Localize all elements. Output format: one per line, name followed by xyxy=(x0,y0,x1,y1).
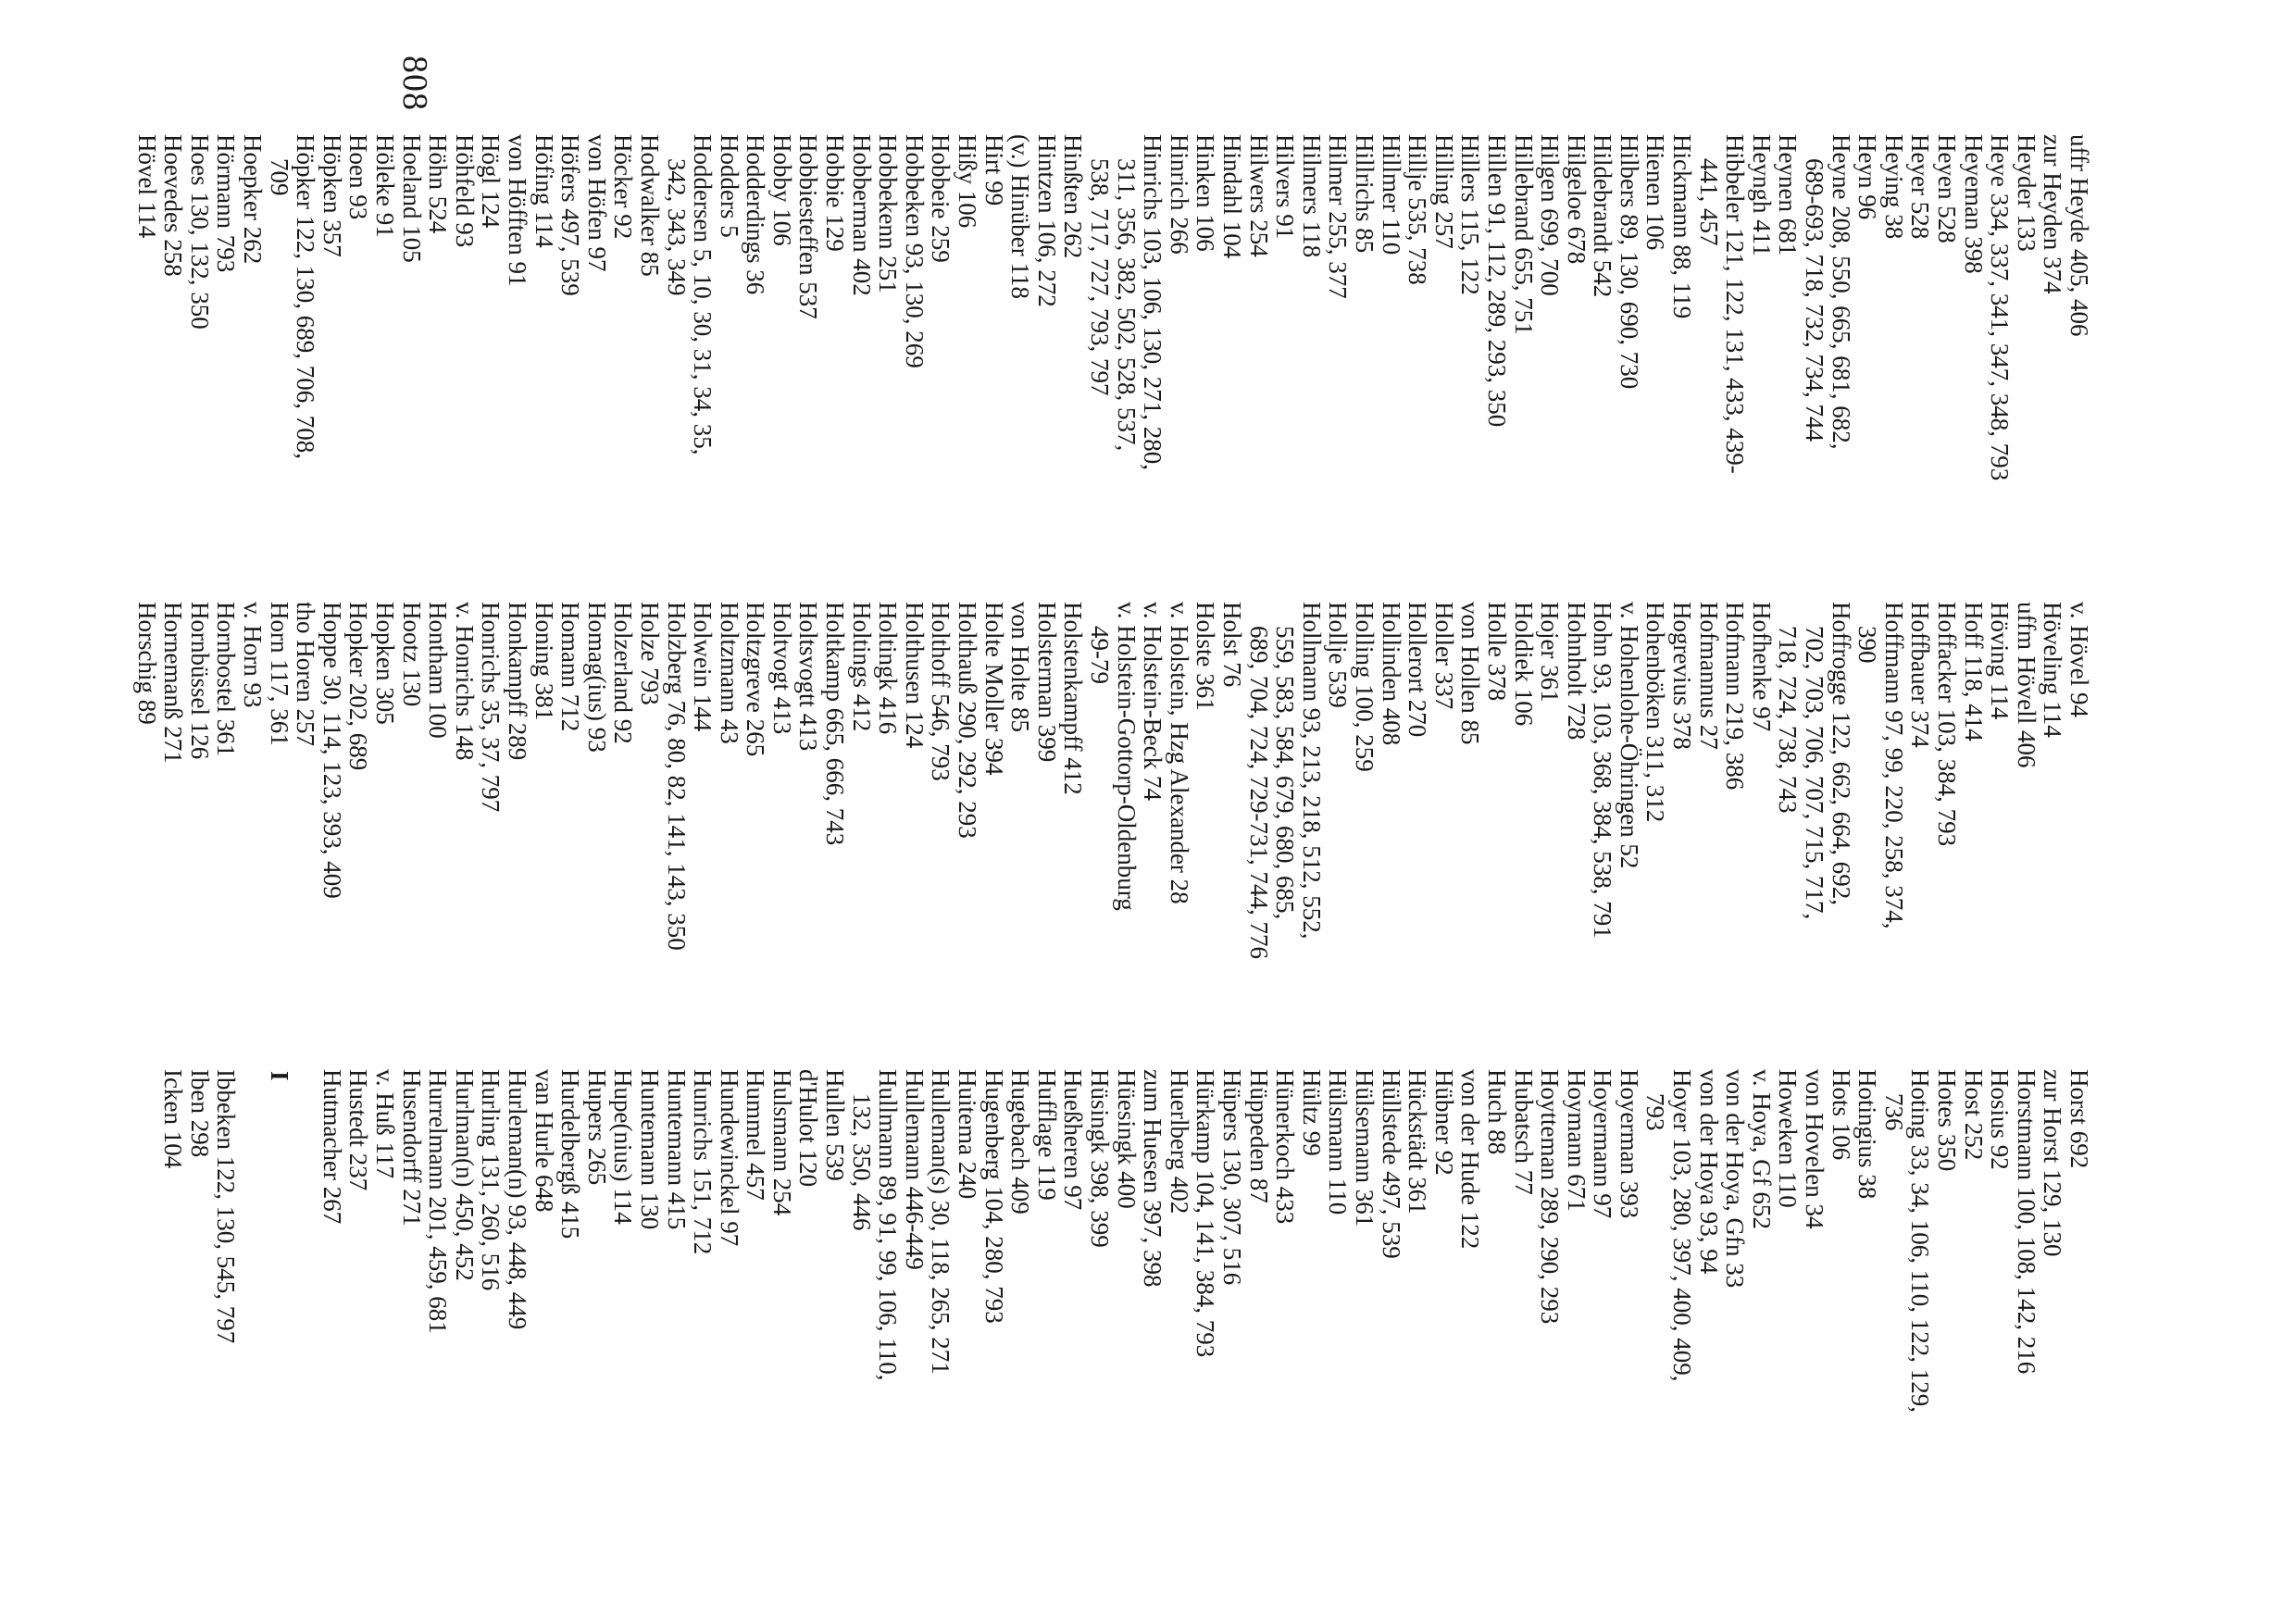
index-entry: Hilmers 118 xyxy=(1297,134,1326,258)
index-entry: Hillebrand 655, 751 xyxy=(1509,134,1538,335)
index-entry: Honkampff 289 xyxy=(503,602,531,761)
index-entry: Hurlman(n) 450, 452 xyxy=(450,1069,479,1281)
index-entry: Hollje 539 xyxy=(1324,602,1353,708)
index-entry: Hilling 257 xyxy=(1429,134,1458,249)
index-entry: von Holte 85 xyxy=(1006,602,1035,732)
index-entry: Ibbeken 122, 130, 545, 797 xyxy=(212,1069,241,1344)
index-entry: Heying 38 xyxy=(1879,134,1908,240)
index-entry-continuation: 718, 724, 738, 743 xyxy=(1774,626,1803,814)
index-entry: von der Hude 122 xyxy=(1456,1069,1485,1250)
index-entry: Höleke 91 xyxy=(371,134,399,238)
index-entry: Hurrelmann 201, 459, 681 xyxy=(424,1069,453,1334)
index-entry: Hulleman(s) 30, 118, 265, 271 xyxy=(927,1069,955,1375)
index-entry: Hofmann 219, 386 xyxy=(1721,602,1750,791)
index-entry: Hurdelbergß 415 xyxy=(556,1069,585,1240)
index-entry: Hodwalker 85 xyxy=(635,134,664,277)
index-entry: Hohenböken 311, 312 xyxy=(1641,602,1670,823)
index-entry: Hillers 115, 122 xyxy=(1456,134,1485,295)
index-entry: Hüesingk 400 xyxy=(1112,1069,1141,1209)
index-entry: Hillrichs 85 xyxy=(1350,134,1379,254)
index-entry: Hollerort 270 xyxy=(1404,602,1432,738)
index-entry: Hodderdings 36 xyxy=(742,134,770,295)
index-entry: Holzberg 76, 80, 82, 141, 143, 350 xyxy=(662,602,691,951)
index-entry: Hootz 130 xyxy=(397,602,426,707)
index-entry: Hornbostel 361 xyxy=(212,602,241,757)
index-entry: Hoffbauer 374 xyxy=(1906,602,1935,748)
index-entry: Holtvogt 413 xyxy=(767,602,796,735)
index-entry: Hosius 92 xyxy=(1986,1069,2015,1170)
index-entry: Hullen 539 xyxy=(821,1069,850,1181)
index-entry: zur Heyden 374 xyxy=(2039,134,2067,294)
index-entry: Hoeland 105 xyxy=(397,134,426,263)
index-entry-continuation: 132, 350, 446 xyxy=(847,1093,876,1231)
index-entry: uffm Hövell 406 xyxy=(2012,602,2040,768)
index-entry: Heyne 208, 550, 665, 681, 682, xyxy=(1827,134,1855,450)
index-entry: von der Hoya, Gfn 33 xyxy=(1721,1069,1750,1289)
index-entry: Hunrichs 151, 712 xyxy=(689,1069,718,1255)
index-entry: v. Horn 93 xyxy=(239,602,268,708)
index-entry: Höving 114 xyxy=(1986,602,2015,720)
index-entry: Hoyer 103, 280, 397, 400, 409, xyxy=(1668,1069,1697,1382)
index-entry: Hibbeler 121, 122, 131, 433, 439- xyxy=(1721,134,1750,474)
index-entry: Hilmer 255, 377 xyxy=(1324,134,1353,299)
index-entry: Hübner 92 xyxy=(1429,1069,1458,1176)
index-entry: Hullemann 446-449 xyxy=(900,1069,929,1270)
index-entry: Holthauß 290, 292, 293 xyxy=(954,602,982,839)
index-entry: Homag(ius) 93 xyxy=(582,602,611,753)
index-entry: Honing 381 xyxy=(530,602,558,721)
index-entry-continuation: 441, 457 xyxy=(1694,158,1723,246)
index-entry: Hodders 5 xyxy=(715,134,743,238)
index-entry: Iben 298 xyxy=(185,1069,214,1158)
index-entry: Hoting 33, 34, 106, 110, 122, 129, xyxy=(1906,1069,1935,1413)
index-entry: v. Holstein-Gottorp-Oldenburg xyxy=(1112,602,1141,911)
index-entry: Hollmann 93, 213, 218, 512, 552, xyxy=(1297,602,1326,940)
index-entry: Host 252 xyxy=(1959,1069,1988,1161)
index-entry: Holler 337 xyxy=(1429,602,1458,710)
index-entry: Högl 124 xyxy=(477,134,505,229)
index-entry-continuation: 793 xyxy=(1641,1093,1670,1131)
index-entry: Holle 378 xyxy=(1482,602,1511,702)
index-entry: zum Huesen 397, 398 xyxy=(1139,1069,1167,1288)
index-entry: Hulsmann 254 xyxy=(767,1069,796,1216)
index-entry: Hoymann 671 xyxy=(1562,1069,1591,1212)
index-entry: Hinken 106 xyxy=(1192,134,1220,252)
index-entry: Holtings 412 xyxy=(847,602,876,732)
index-entry: Hobbiesteffen 537 xyxy=(794,134,823,319)
index-entry: Holzerland 92 xyxy=(609,602,638,744)
index-entry: Hilgeloe 678 xyxy=(1562,134,1591,265)
index-entry: Heyeman 398 xyxy=(1959,134,1988,274)
index-entry: Holtkamp 665, 666, 743 xyxy=(821,602,850,846)
index-entry: Heyn 96 xyxy=(1853,134,1882,220)
index-entry: Holtzgreve 265 xyxy=(742,602,770,757)
index-entry: von Hovelen 34 xyxy=(1801,1069,1829,1229)
index-entry: Hoyerman 393 xyxy=(1615,1069,1643,1219)
index-entry: Hülsemann 361 xyxy=(1350,1069,1379,1227)
index-entry: Horn 117, 361 xyxy=(265,602,293,746)
index-entry: Holst 76 xyxy=(1218,602,1246,688)
index-entry: d'Hulot 120 xyxy=(794,1069,823,1188)
index-entry: Höfing 114 xyxy=(530,134,558,248)
index-entry: Hohnholt 728 xyxy=(1562,602,1591,741)
index-entry: Huch 88 xyxy=(1482,1069,1511,1155)
index-entry: Hontham 100 xyxy=(424,602,453,739)
index-column-3 xyxy=(160,1069,2092,1504)
index-entry: Horstmann 100, 108, 142, 216 xyxy=(2012,1069,2040,1375)
index-entry: v. Honrichs 148 xyxy=(450,602,479,761)
index-entry: Homann 712 xyxy=(556,602,585,732)
index-entry: Hofmannus 27 xyxy=(1694,602,1723,750)
index-entry: Horschig 89 xyxy=(132,602,161,725)
index-entry: Hobbeken 93, 130, 269 xyxy=(900,134,929,368)
index-entry: Hobbeie 259 xyxy=(927,134,955,263)
index-page-rotated xyxy=(132,56,2093,1453)
index-entry: Hurleman(n) 93, 448, 449 xyxy=(503,1069,531,1330)
index-entry: Hörmann 793 xyxy=(212,134,241,273)
index-entry: Höveling 114 xyxy=(2039,602,2067,738)
index-entry: Hollinden 408 xyxy=(1377,602,1405,746)
index-entry: Holdiek 106 xyxy=(1509,602,1538,727)
index-entry: Höfers 497, 539 xyxy=(556,134,585,296)
index-entry: Hueßheren 97 xyxy=(1059,1069,1088,1211)
index-entry: tho Horen 257 xyxy=(292,602,320,746)
index-entry: Holtsvogtt 413 xyxy=(794,602,823,752)
index-entry: Hugebach 409 xyxy=(1006,1069,1035,1215)
index-entry: Hüpers 130, 307, 516 xyxy=(1218,1069,1246,1286)
index-entry: Howeken 110 xyxy=(1774,1069,1803,1208)
index-entry: Hoffmann 97, 99, 220, 258, 374, xyxy=(1879,602,1908,929)
index-entry: Hilgen 699, 700 xyxy=(1536,134,1565,296)
index-entry: Huntemann 130 xyxy=(635,1069,664,1230)
index-entry: Heynen 681 xyxy=(1774,134,1803,256)
index-entry: Hückstädt 361 xyxy=(1404,1069,1432,1215)
index-entry: Hotingius 38 xyxy=(1853,1069,1882,1200)
index-entry: v. Holstein, Hzg Alexander 28 xyxy=(1165,602,1193,904)
index-entry: Hullmann 89, 91, 99, 106, 110, xyxy=(874,1069,903,1381)
index-entry: Hogrevius 378 xyxy=(1668,602,1697,750)
index-entry: Holthoff 546, 793 xyxy=(927,602,955,781)
index-entry-continuation: 311, 356, 382, 502, 528, 537, xyxy=(1112,158,1141,452)
index-entry: Hoepker 262 xyxy=(239,134,268,265)
index-entry: Hobbie 129 xyxy=(821,134,850,252)
index-entry: Holtzmann 43 xyxy=(715,602,743,744)
index-entry: Honrichs 35, 37, 797 xyxy=(477,602,505,813)
index-entry: Hornemanß 271 xyxy=(159,602,188,764)
index-entry: Heyder 133 xyxy=(2012,134,2040,252)
index-entry: Höpken 357 xyxy=(318,134,346,257)
index-entry: Hüllstede 497, 539 xyxy=(1377,1069,1405,1259)
index-entry: Hundewinckel 97 xyxy=(715,1069,743,1247)
index-entry: Hülsmann 110 xyxy=(1324,1069,1353,1215)
index-entry: Hupe(nius) 114 xyxy=(609,1069,638,1225)
index-entry: Hünerkoch 433 xyxy=(1271,1069,1300,1225)
index-entry: Hinrichs 103, 106, 130, 271, 280, xyxy=(1139,134,1167,470)
section-letter: I xyxy=(265,1071,293,1081)
index-entry-continuation: 689-693, 718, 732, 734, 744 xyxy=(1801,158,1829,442)
index-column-2 xyxy=(133,602,2092,1037)
index-entry: v. Holstein-Beck 74 xyxy=(1139,602,1167,801)
index-entry: Hildebrandt 542 xyxy=(1589,134,1617,298)
index-entry: von Höfen 97 xyxy=(582,134,611,272)
index-entry: Hobberman 402 xyxy=(847,134,876,296)
index-entry: Holtingk 416 xyxy=(874,602,903,735)
index-entry: Hotes 350 xyxy=(1933,1069,1962,1172)
index-entry: Hojer 361 xyxy=(1536,602,1565,703)
index-entry: Hilbers 89, 130, 690, 730 xyxy=(1615,134,1643,390)
index-entry: Hißy 106 xyxy=(954,134,982,229)
index-entry: Hüppeden 87 xyxy=(1244,1069,1273,1203)
index-entry: Hobbekenn 251 xyxy=(874,134,903,293)
index-entry: Hirt 99 xyxy=(980,134,1008,206)
index-entry: Hövel 114 xyxy=(132,134,161,239)
index-entry: Hoff 118, 414 xyxy=(1959,602,1988,741)
index-entry: Heye 334, 337, 341, 347, 348, 793 xyxy=(1986,134,2015,481)
index-entry-continuation: 49-79 xyxy=(1086,626,1115,684)
index-entry: Holthusen 124 xyxy=(900,602,929,749)
index-entry: Heyngh 411 xyxy=(1747,134,1776,256)
index-entry: Huitema 240 xyxy=(954,1069,982,1200)
index-entry: Holste 361 xyxy=(1192,602,1220,711)
index-entry: Heyer 528 xyxy=(1906,134,1935,240)
index-entry: Hürkamp 104, 141, 384, 793 xyxy=(1192,1069,1220,1358)
index-entry-continuation: 559, 583, 584, 679, 680, 685, xyxy=(1271,626,1300,920)
index-entry: Hutmacher 267 xyxy=(318,1069,346,1225)
index-entry: (v.) Hinüber 118 xyxy=(1006,134,1035,299)
page-number: 808 xyxy=(395,56,434,111)
index-entry-continuation: 390 xyxy=(1853,626,1882,664)
index-entry: Hoes 130, 132, 350 xyxy=(185,134,214,330)
index-entry: Hopker 202, 689 xyxy=(344,602,373,771)
index-entry: Holstenkampff 412 xyxy=(1059,602,1088,795)
index-entry: Husendorff 271 xyxy=(397,1069,426,1227)
index-entry: Hoddersen 5, 10, 30, 31, 34, 35, xyxy=(689,134,718,455)
index-entry: Höhn 524 xyxy=(424,134,453,234)
index-entry: Hintzen 106, 272 xyxy=(1032,134,1061,307)
index-entry: Hültz 99 xyxy=(1297,1069,1326,1156)
index-entry: Holte Moller 394 xyxy=(980,602,1008,776)
index-entry: Hoffrogge 122, 662, 664, 692, xyxy=(1827,602,1855,905)
index-entry: Hilwers 254 xyxy=(1244,134,1273,257)
index-entry: v. Huß 117 xyxy=(371,1069,399,1178)
index-entry: Holwein 144 xyxy=(689,602,718,732)
index-entry: von der Hoya 93, 94 xyxy=(1694,1069,1723,1275)
index-entry: v. Hoya, Gf 652 xyxy=(1747,1069,1776,1229)
index-entry: Hinrich 266 xyxy=(1165,134,1193,255)
index-entry: van Hurle 648 xyxy=(530,1069,558,1213)
index-entry: Holze 793 xyxy=(635,602,664,705)
index-entry: Hornbüssel 126 xyxy=(185,602,214,760)
index-entry: Hillje 535, 738 xyxy=(1404,134,1432,285)
index-entry-continuation: 736 xyxy=(1879,1093,1908,1131)
index-entry: Hupers 265 xyxy=(582,1069,611,1186)
index-entry: Hillen 91, 112, 289, 293, 350 xyxy=(1482,134,1511,428)
index-entry: Hinßten 262 xyxy=(1059,134,1088,259)
index-entry-continuation: 342, 343, 349 xyxy=(662,158,691,296)
index-entry: Hustedt 237 xyxy=(344,1069,373,1191)
index-column-1 xyxy=(133,134,2092,569)
index-entry: Höhfeld 93 xyxy=(450,134,479,248)
index-entry: Hopken 305 xyxy=(371,602,399,725)
index-entry: Hurling 131, 260, 516 xyxy=(477,1069,505,1291)
index-entry: Hubatsch 77 xyxy=(1509,1069,1538,1195)
index-entry-continuation: 702, 703, 706, 707, 715, 717, xyxy=(1801,626,1829,920)
index-entry: Hienen 106 xyxy=(1641,134,1670,251)
index-entry: Hindahl 104 xyxy=(1218,134,1246,259)
index-entry: von Hollen 85 xyxy=(1456,602,1485,745)
index-entry: Hohn 93, 103, 368, 384, 538, 791 xyxy=(1589,602,1617,939)
index-entry: Holling 100, 259 xyxy=(1350,602,1379,772)
index-entry: Horst 692 xyxy=(2065,1069,2093,1169)
index-entry: Hoen 93 xyxy=(344,134,373,220)
index-entry: von Höfften 91 xyxy=(503,134,531,287)
index-entry: Hoffacker 103, 384, 793 xyxy=(1933,602,1962,847)
index-entry: Hüsingk 398, 399 xyxy=(1086,1069,1115,1248)
index-entry: Hufflage 119 xyxy=(1032,1069,1061,1201)
index-entry: Hummel 457 xyxy=(742,1069,770,1201)
index-entry: v. Hohenlohe-Öhringen 52 xyxy=(1615,602,1643,869)
index-entry: Hots 106 xyxy=(1827,1069,1855,1161)
index-entry: Hillmer 110 xyxy=(1377,134,1405,255)
index-entry: Höpker 122, 130, 689, 706, 708, xyxy=(292,134,320,459)
index-entry-continuation: 689, 704, 724, 729-731, 744, 776 xyxy=(1244,626,1273,959)
index-entry: Hilvers 91 xyxy=(1271,134,1300,240)
index-entry: zur Horst 129, 130 xyxy=(2039,1069,2067,1257)
index-entry: Hickmann 88, 119 xyxy=(1668,134,1697,319)
index-entry: Hugenberg 104, 280, 793 xyxy=(980,1069,1008,1324)
index-entry: Icken 104 xyxy=(159,1069,188,1169)
spacer xyxy=(293,1069,319,1504)
index-entry: Höcker 92 xyxy=(609,134,638,240)
index-entry: Hoytteman 289, 290, 293 xyxy=(1536,1069,1565,1325)
index-entry: Huerlberg 402 xyxy=(1165,1069,1193,1215)
spacer xyxy=(239,1069,266,1504)
index-entry: Hoyermann 97 xyxy=(1589,1069,1617,1219)
index-entry: Hoevedes 258 xyxy=(159,134,188,277)
index-entry-continuation: 538, 717, 727, 793, 797 xyxy=(1086,158,1115,396)
index-entry: Hoppe 30, 114, 123, 393, 409 xyxy=(318,602,346,899)
index-entry-continuation: 709 xyxy=(265,158,293,196)
index-entry: v. Hövel 94 xyxy=(2065,602,2093,717)
index-entry: Heyen 528 xyxy=(1933,134,1962,243)
index-entry: Huntemann 415 xyxy=(662,1069,691,1230)
index-entry: Hobby 106 xyxy=(767,134,796,246)
index-entry: Holsterman 399 xyxy=(1032,602,1061,763)
index-entry: uffr Heyde 405, 406 xyxy=(2065,134,2093,337)
index-entry: Hofhenke 97 xyxy=(1747,602,1776,732)
